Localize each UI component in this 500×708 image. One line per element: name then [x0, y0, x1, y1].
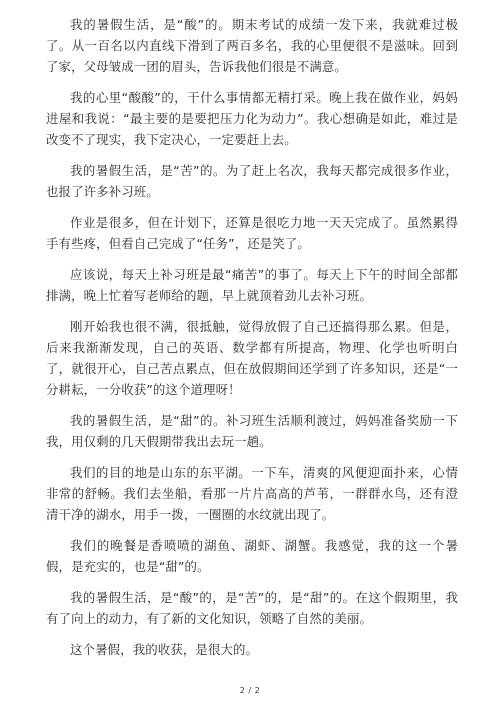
- paragraph-8: 我们的目的地是山东的东平湖。一下车，清爽的风便迎面扑来，心情非常的舒畅。我们去坐船，看那一片片高高的芦苇，一群群水鸟，还有澄清干净的湖水，用手一拨，一圈圈的水纹就出现了。: [46, 465, 458, 522]
- paragraph-9: 我们的晚餐是香喷喷的湖鱼、湖虾、湖蟹。我感觉，我的这一个暑假，是充实的，也是“甜”的。: [46, 538, 458, 574]
- paragraph-10: 我的暑假生活，是“酸”的，是“苦”的，是“甜”的。在这个假期里，我有了向上的动力，有了新的文化知识，领略了自然的美丽。: [46, 590, 458, 626]
- document-body: [46, 14, 458, 670]
- page-number: 2 / 2: [239, 686, 261, 695]
- paragraph-3: 我的暑假生活，是“苦”的。为了赶上名次，我每天都完成很多作业，也报了许多补习班。: [46, 163, 458, 199]
- paragraph-1: 我的暑假生活，是“酸”的。期末考试的成绩一发下来，我就难过极了。从一百名以内直线下滑到了两百多名，我的心里便很不是滋味。回到了家，父母皱成一团的眉头，告诉我他们很是不满意。: [46, 17, 458, 74]
- paragraph-5: 应该说，每天上补习班是最“痛苦”的事了。每天上下午的时间全部都排满，晚上忙着写老师给的题，早上就顶着劲儿去补习班。: [46, 267, 458, 303]
- paragraph-11: 这个暑假，我的收获，是很大的。: [70, 642, 259, 657]
- paragraph-7: 我的暑假生活，是“甜”的。补习班生活顺利渡过，妈妈准备奖励一下我，用仅剩的几天假期带我出去玩一趟。: [46, 413, 458, 449]
- paragraph-6: 刚开始我也很不满，很抵触，觉得放假了自己还搞得那么累。但是，后来我渐渐发现，自己的英语、数学都有所提高，物理、化学也听明白了，就很开心，自己苦点累点，但在放假期间还学到了许多知识，还是“一分耕耘，一分收获”的这个道理呀！: [46, 319, 458, 397]
- paragraph-2: 我的心里“酸酸”的，干什么事情都无精打采。晚上我在做作业，妈妈进屋和我说：“最主要的是要把压力化为动力”。我心想确是如此，难过是改变不了现实，我下定决心，一定要赶上去。: [46, 90, 458, 147]
- paragraph-4: 作业是很多，但在计划下，还算是很吃力地一天天完成了。虽然累得手有些疼，但看自己完成了“任务”，还是笑了。: [46, 215, 458, 251]
